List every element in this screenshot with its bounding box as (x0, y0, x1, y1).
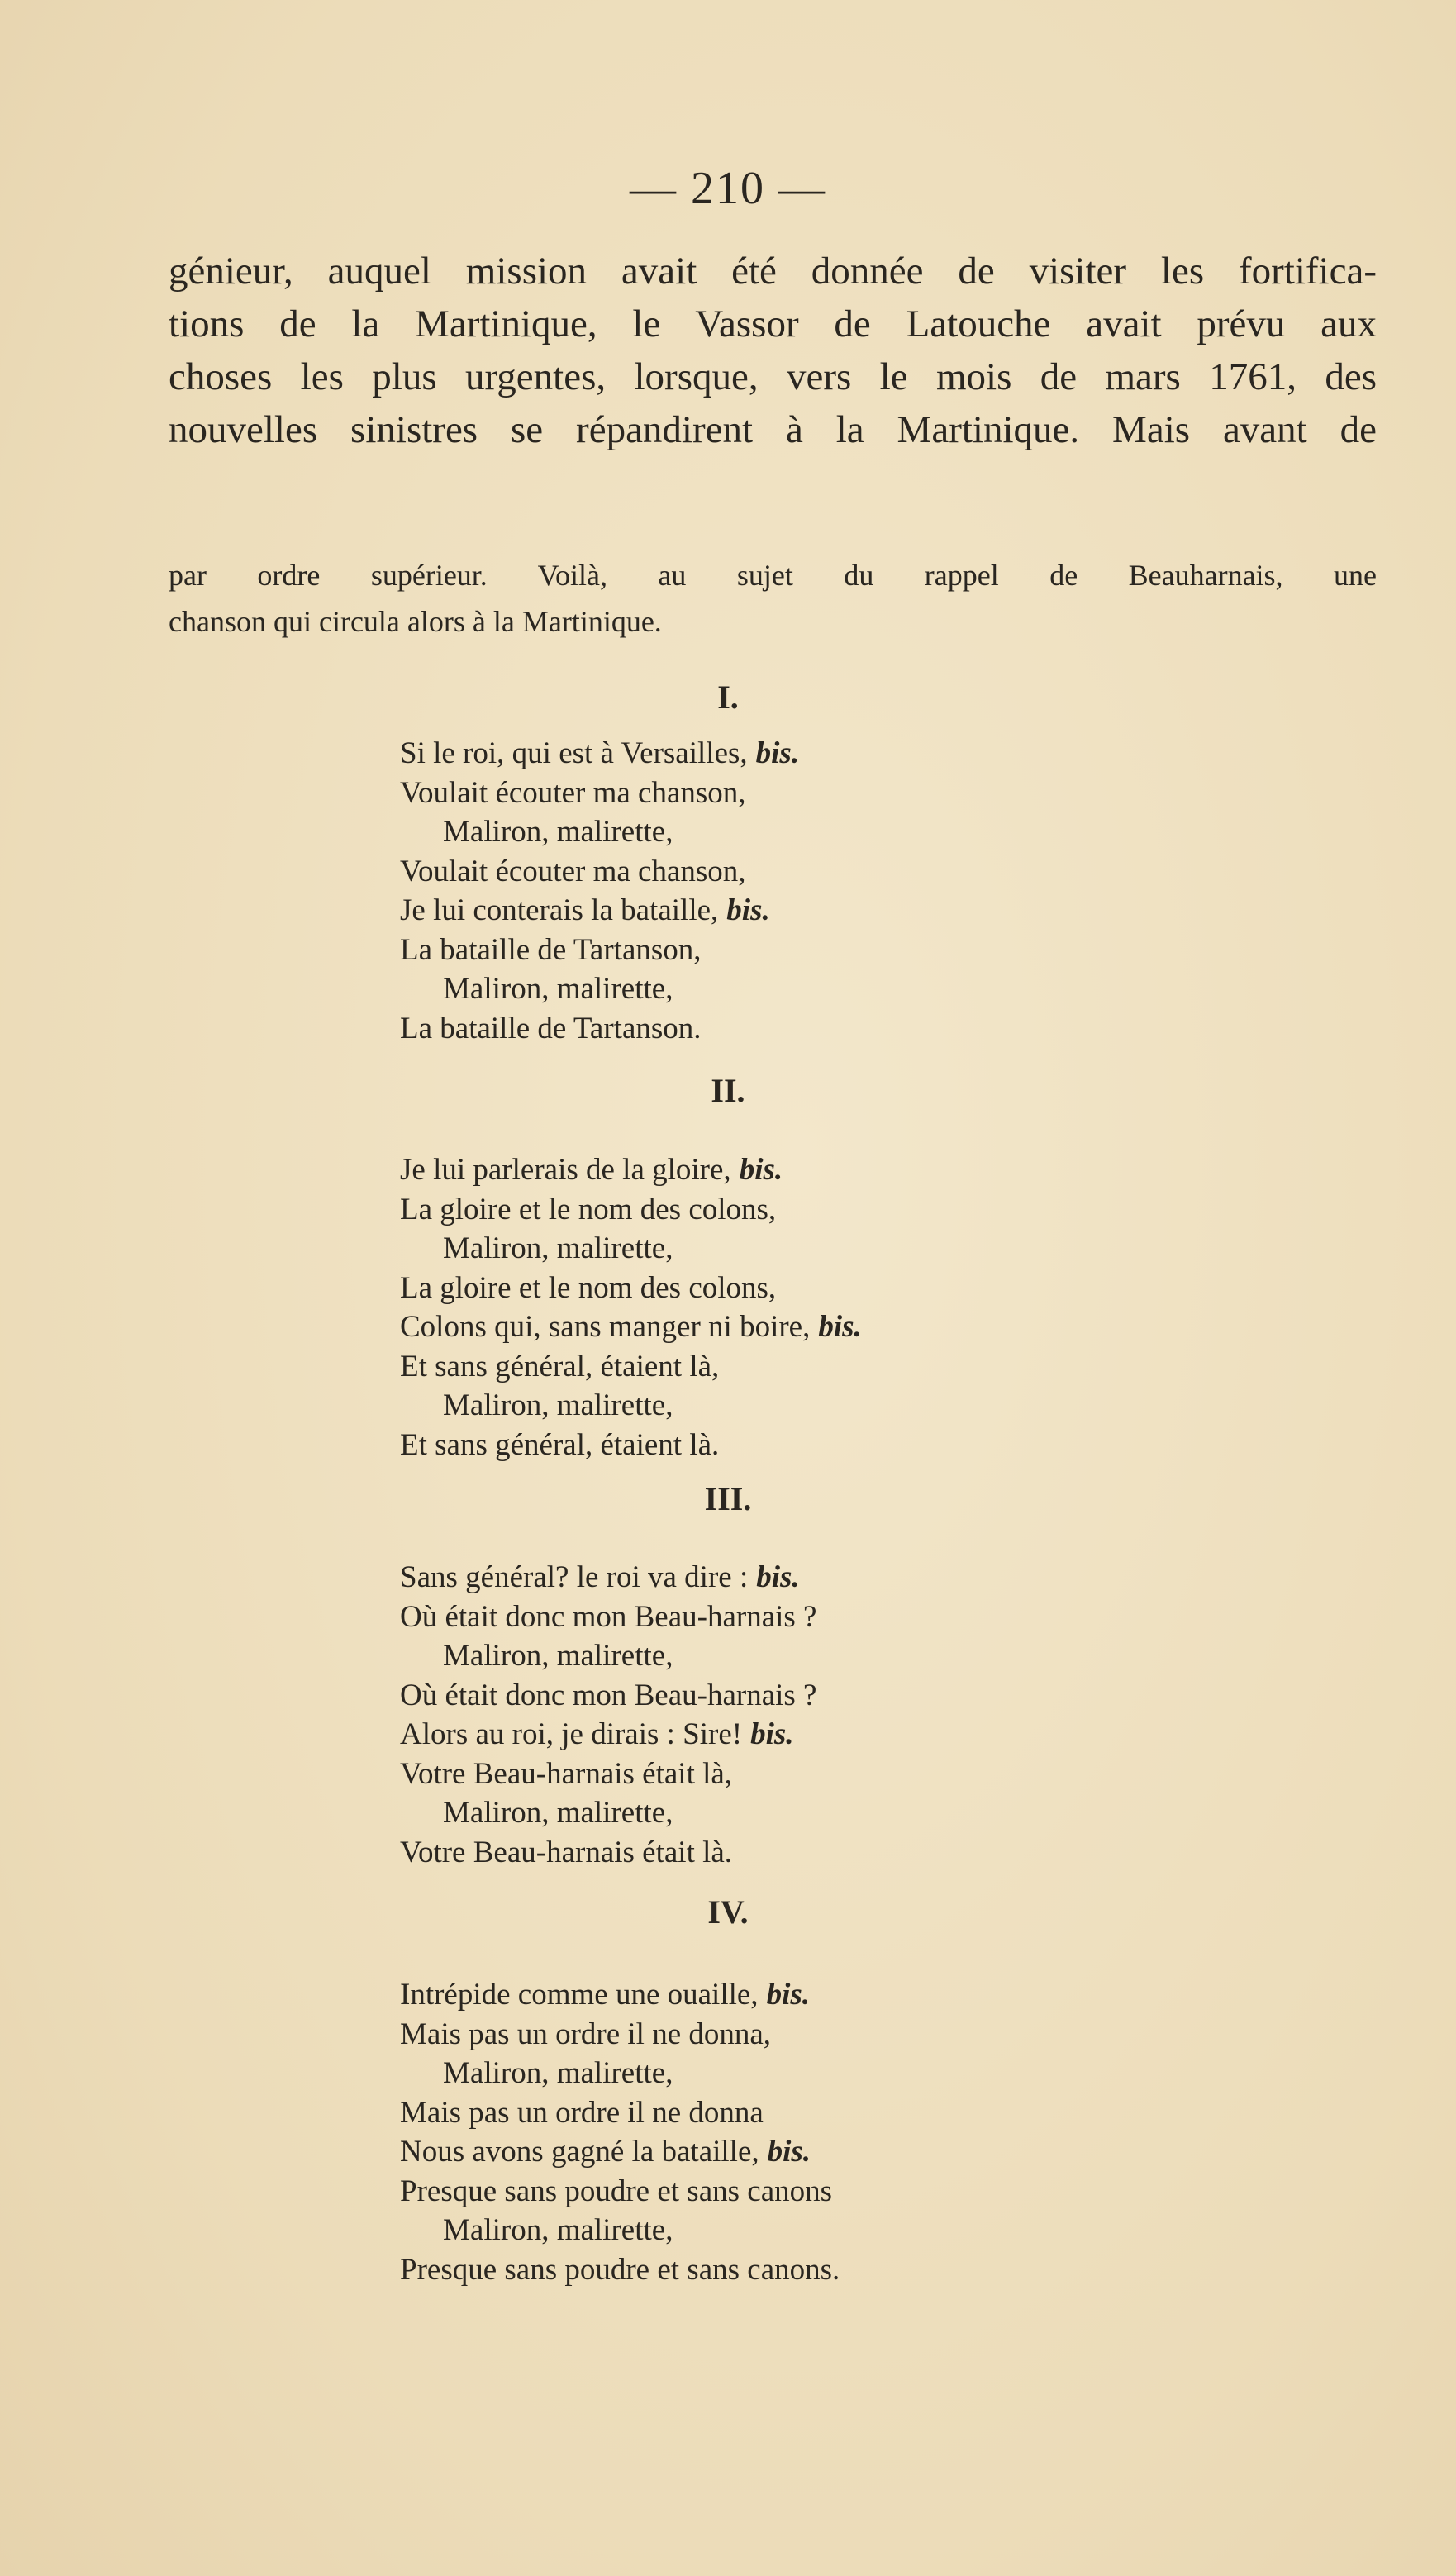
bis-marker: bis. (755, 736, 800, 770)
prose-line: tions de la Martinique, le Vassor de Latouche avait prévu aux (169, 302, 1377, 345)
bis-marker: bis. (766, 1978, 810, 2012)
verse-text: Si le roi, qui est à Versailles, (400, 736, 748, 770)
stanza (400, 1150, 862, 1464)
verse-text: Nous avons gagné la bataille, (400, 2135, 759, 2169)
verse-text: Maliron, malirette, (443, 815, 673, 849)
verse-text: Où était donc mon Beau-harnais ? (400, 1599, 817, 1634)
page-number: — 210 — (630, 163, 826, 214)
verse-text: Maliron, malirette, (443, 2213, 673, 2247)
verse-text: Mais pas un ordre il ne donna (400, 2095, 764, 2130)
verse-line (400, 969, 799, 1009)
verse-text: La bataille de Tartanson. (400, 1011, 702, 1045)
prose-line: nouvelles sinistres se répandirent à la Martinique. Mais avant de (169, 408, 1377, 451)
verse-text: Je lui parlerais de la gloire, (400, 1153, 731, 1187)
verse-line (400, 1715, 816, 1755)
verse-text: Maliron, malirette, (443, 1639, 673, 1673)
verse-text: Maliron, malirette, (443, 1388, 673, 1422)
verse-text: Maliron, malirette, (443, 972, 673, 1006)
prose-line: choses les plus urgentes, lorsque, vers le mois de mars 1761, des (169, 355, 1377, 398)
stanza-number: III. (704, 1480, 752, 1517)
verse-text: Voulait écouter ma chanson, (400, 854, 746, 888)
verse-line (400, 812, 799, 852)
bis-marker: bis. (726, 893, 770, 927)
verse-line (400, 2132, 840, 2172)
bis-marker: bis. (767, 2135, 811, 2169)
verse-text: Maliron, malirette, (443, 1796, 673, 1830)
verse-line (400, 1009, 799, 1049)
verse-text: La gloire et le nom des colons, (400, 1192, 777, 1226)
stanza (400, 1558, 816, 1872)
verse-line (400, 891, 799, 931)
verse-line (400, 1833, 816, 1873)
bis-marker: bis. (739, 1153, 783, 1187)
verse-text: La gloire et le nom des colons, (400, 1270, 777, 1305)
stanza-number: I. (717, 679, 739, 716)
stanza-number: IV. (707, 1893, 749, 1931)
verse-line (400, 2172, 840, 2212)
stanza-number: II. (711, 1072, 745, 1109)
verse-line (400, 2093, 840, 2133)
verse-line (400, 1598, 816, 1637)
verse-text: Votre Beau-harnais était là, (400, 1756, 733, 1791)
verse-text: Où était donc mon Beau-harnais ? (400, 1678, 817, 1712)
verse-text: Alors au roi, je dirais : Sire! (400, 1717, 743, 1751)
verse-text: Voulait écouter ma chanson, (400, 775, 746, 810)
bis-marker: bis. (818, 1310, 862, 1344)
verse-text: Et sans général, étaient là. (400, 1427, 720, 1462)
verse-line (400, 1190, 862, 1230)
verse-line (400, 774, 799, 813)
verse-text: Presque sans poudre et sans canons (400, 2174, 833, 2208)
verse-line (400, 2211, 840, 2250)
verse-text: Et sans général, étaient là, (400, 1349, 720, 1383)
verse-line (400, 2250, 840, 2290)
intro-paragraph (169, 552, 1377, 645)
verse-text: Maliron, malirette, (443, 1231, 673, 1265)
verse-line (400, 1636, 816, 1676)
verse-text: Colons qui, sans manger ni boire, (400, 1310, 811, 1344)
verse-text: Votre Beau-harnais était là. (400, 1835, 733, 1869)
verse-text: Presque sans poudre et sans canons. (400, 2252, 840, 2287)
verse-text: Maliron, malirette, (443, 2056, 673, 2090)
stanza (400, 1975, 840, 2289)
verse-line (400, 1975, 840, 2015)
verse-text: La bataille de Tartanson, (400, 932, 702, 967)
prose-paragraph (169, 245, 1377, 456)
verse-line (400, 1755, 816, 1794)
verse-line (400, 2015, 840, 2055)
verse-line (400, 1793, 816, 1833)
verse-text: Intrépide comme une ouaille, (400, 1978, 759, 2012)
prose-line: par ordre supérieur. Voilà, au sujet du rappel de Beauharnais, une (169, 559, 1377, 592)
verse-line (400, 1558, 816, 1598)
verse-line (400, 1676, 816, 1716)
verse-line (400, 1426, 862, 1465)
verse-line (400, 1307, 862, 1347)
verse-line (400, 1347, 862, 1387)
verse-text: Mais pas un ordre il ne donna, (400, 2017, 772, 2051)
verse-line (400, 1229, 862, 1269)
verse-line (400, 734, 799, 774)
stanza (400, 734, 799, 1048)
bis-marker: bis. (756, 1560, 800, 1594)
prose-line: génieur, auquel mission avait été donnée de visiter les fortifica- (169, 250, 1377, 293)
verse-line (400, 1150, 862, 1190)
bis-marker: bis. (750, 1717, 794, 1751)
verse-text: Sans général? le roi va dire : (400, 1560, 749, 1594)
verse-text: Je lui conterais la bataille, (400, 893, 719, 927)
verse-line (400, 931, 799, 970)
verse-line (400, 2054, 840, 2093)
verse-line (400, 852, 799, 892)
prose-line: chanson qui circula alors à la Martinique. (169, 605, 662, 638)
verse-line (400, 1386, 862, 1426)
verse-line (400, 1269, 862, 1308)
